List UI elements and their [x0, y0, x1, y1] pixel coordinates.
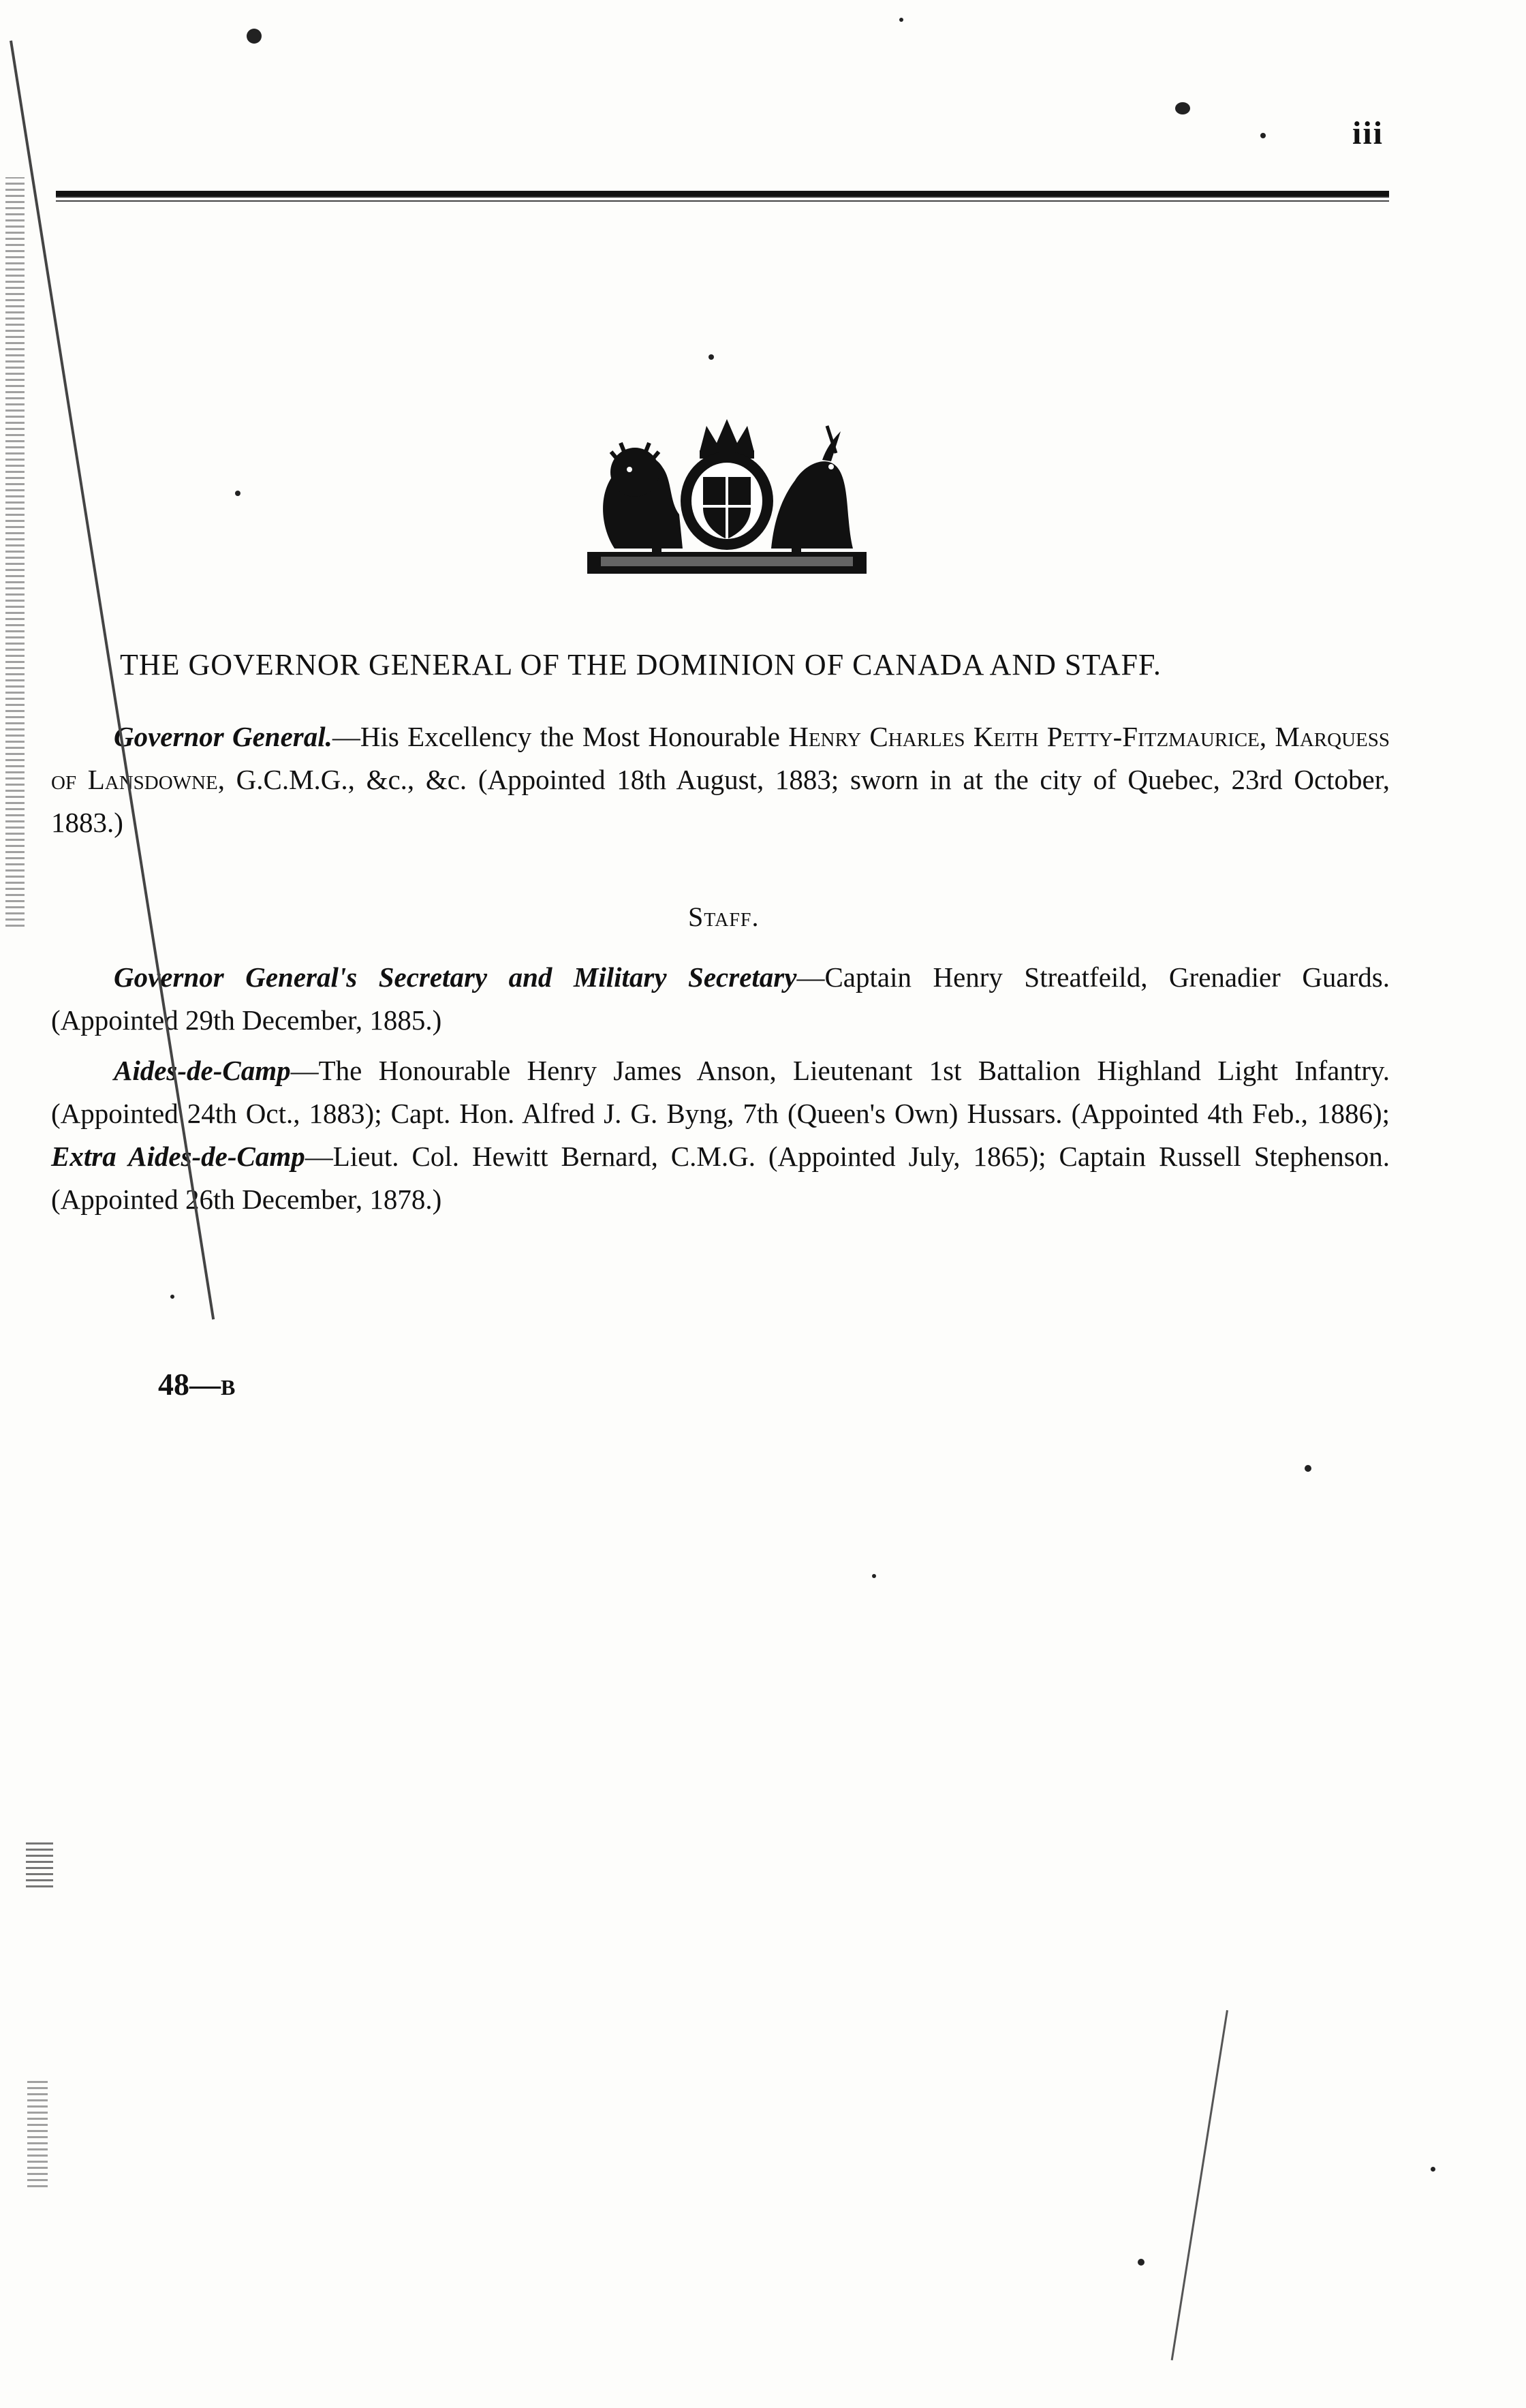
governor-text-after: , G.C.M.G., &c., &c. (Appointed 18th August, 1883; sworn in at the city of Quebec, 23rd October, 1883.)	[51, 764, 1390, 838]
secretary-paragraph	[51, 956, 1390, 1042]
document-heading: THE GOVERNOR GENERAL OF THE DOMINION OF CANADA AND STAFF.	[120, 648, 1162, 681]
ink-speck	[1305, 1465, 1311, 1472]
scan-fold-line-lower	[1171, 2010, 1228, 2360]
aides-text-2: —Lieut. Col. Hewitt Bernard, C.M.G. (Appointed July, 1865); Captain Russell Stephenson. (Appointed 26th December, 1878.)	[51, 1141, 1390, 1215]
ink-speck	[247, 29, 262, 44]
ink-speck	[708, 354, 714, 360]
ink-speck	[235, 491, 240, 496]
page-number: iii	[1352, 115, 1384, 151]
margin-noise-mid	[26, 1840, 53, 1887]
signature-mark	[158, 1366, 235, 1402]
ink-speck	[1175, 102, 1190, 114]
header-rule-thin	[56, 200, 1389, 202]
aides-paragraph	[51, 1049, 1390, 1221]
ink-speck	[1138, 2259, 1144, 2266]
ink-speck	[1431, 2167, 1435, 2172]
staff-heading: Staff.	[688, 901, 760, 932]
governor-name: Henry Charles Keith Petty-Fitzmaurice, Marquess of Lansdowne	[51, 721, 1390, 795]
margin-noise-top	[5, 177, 25, 927]
ink-speck	[1260, 133, 1266, 138]
ink-speck	[899, 18, 903, 22]
governor-general-paragraph	[51, 715, 1390, 844]
secretary-role: Governor General's Secretary and Military Secretary	[114, 961, 797, 993]
secretary-text: —Captain Henry Streatfeild, Grenadier Guards. (Appointed 29th December, 1885.)	[51, 961, 1390, 1036]
signature-letter: B	[221, 1375, 236, 1400]
aides-role: Aides-de-Camp	[114, 1055, 291, 1086]
aides-text-1: —The Honourable Henry James Anson, Lieutenant 1st Battalion Highland Light Infantry. (Appointed 24th Oct., 1883); Capt. Hon. Alfred J. G. Byng, 7th (Queen's Own) Hussars. (Appointed 4th Feb., 1886);	[51, 1055, 1390, 1129]
governor-role: Governor General.	[114, 721, 332, 752]
signature-number: 48—	[158, 1367, 221, 1402]
governor-text-before: —His Excellency the Most Honourable	[332, 721, 789, 752]
ink-speck	[170, 1295, 174, 1299]
coat-of-arms-icon	[587, 412, 867, 583]
margin-noise-bottom	[27, 2078, 48, 2187]
ink-speck	[872, 1574, 876, 1578]
extra-aides-role: Extra Aides-de-Camp	[51, 1141, 305, 1172]
header-rule	[56, 191, 1389, 198]
